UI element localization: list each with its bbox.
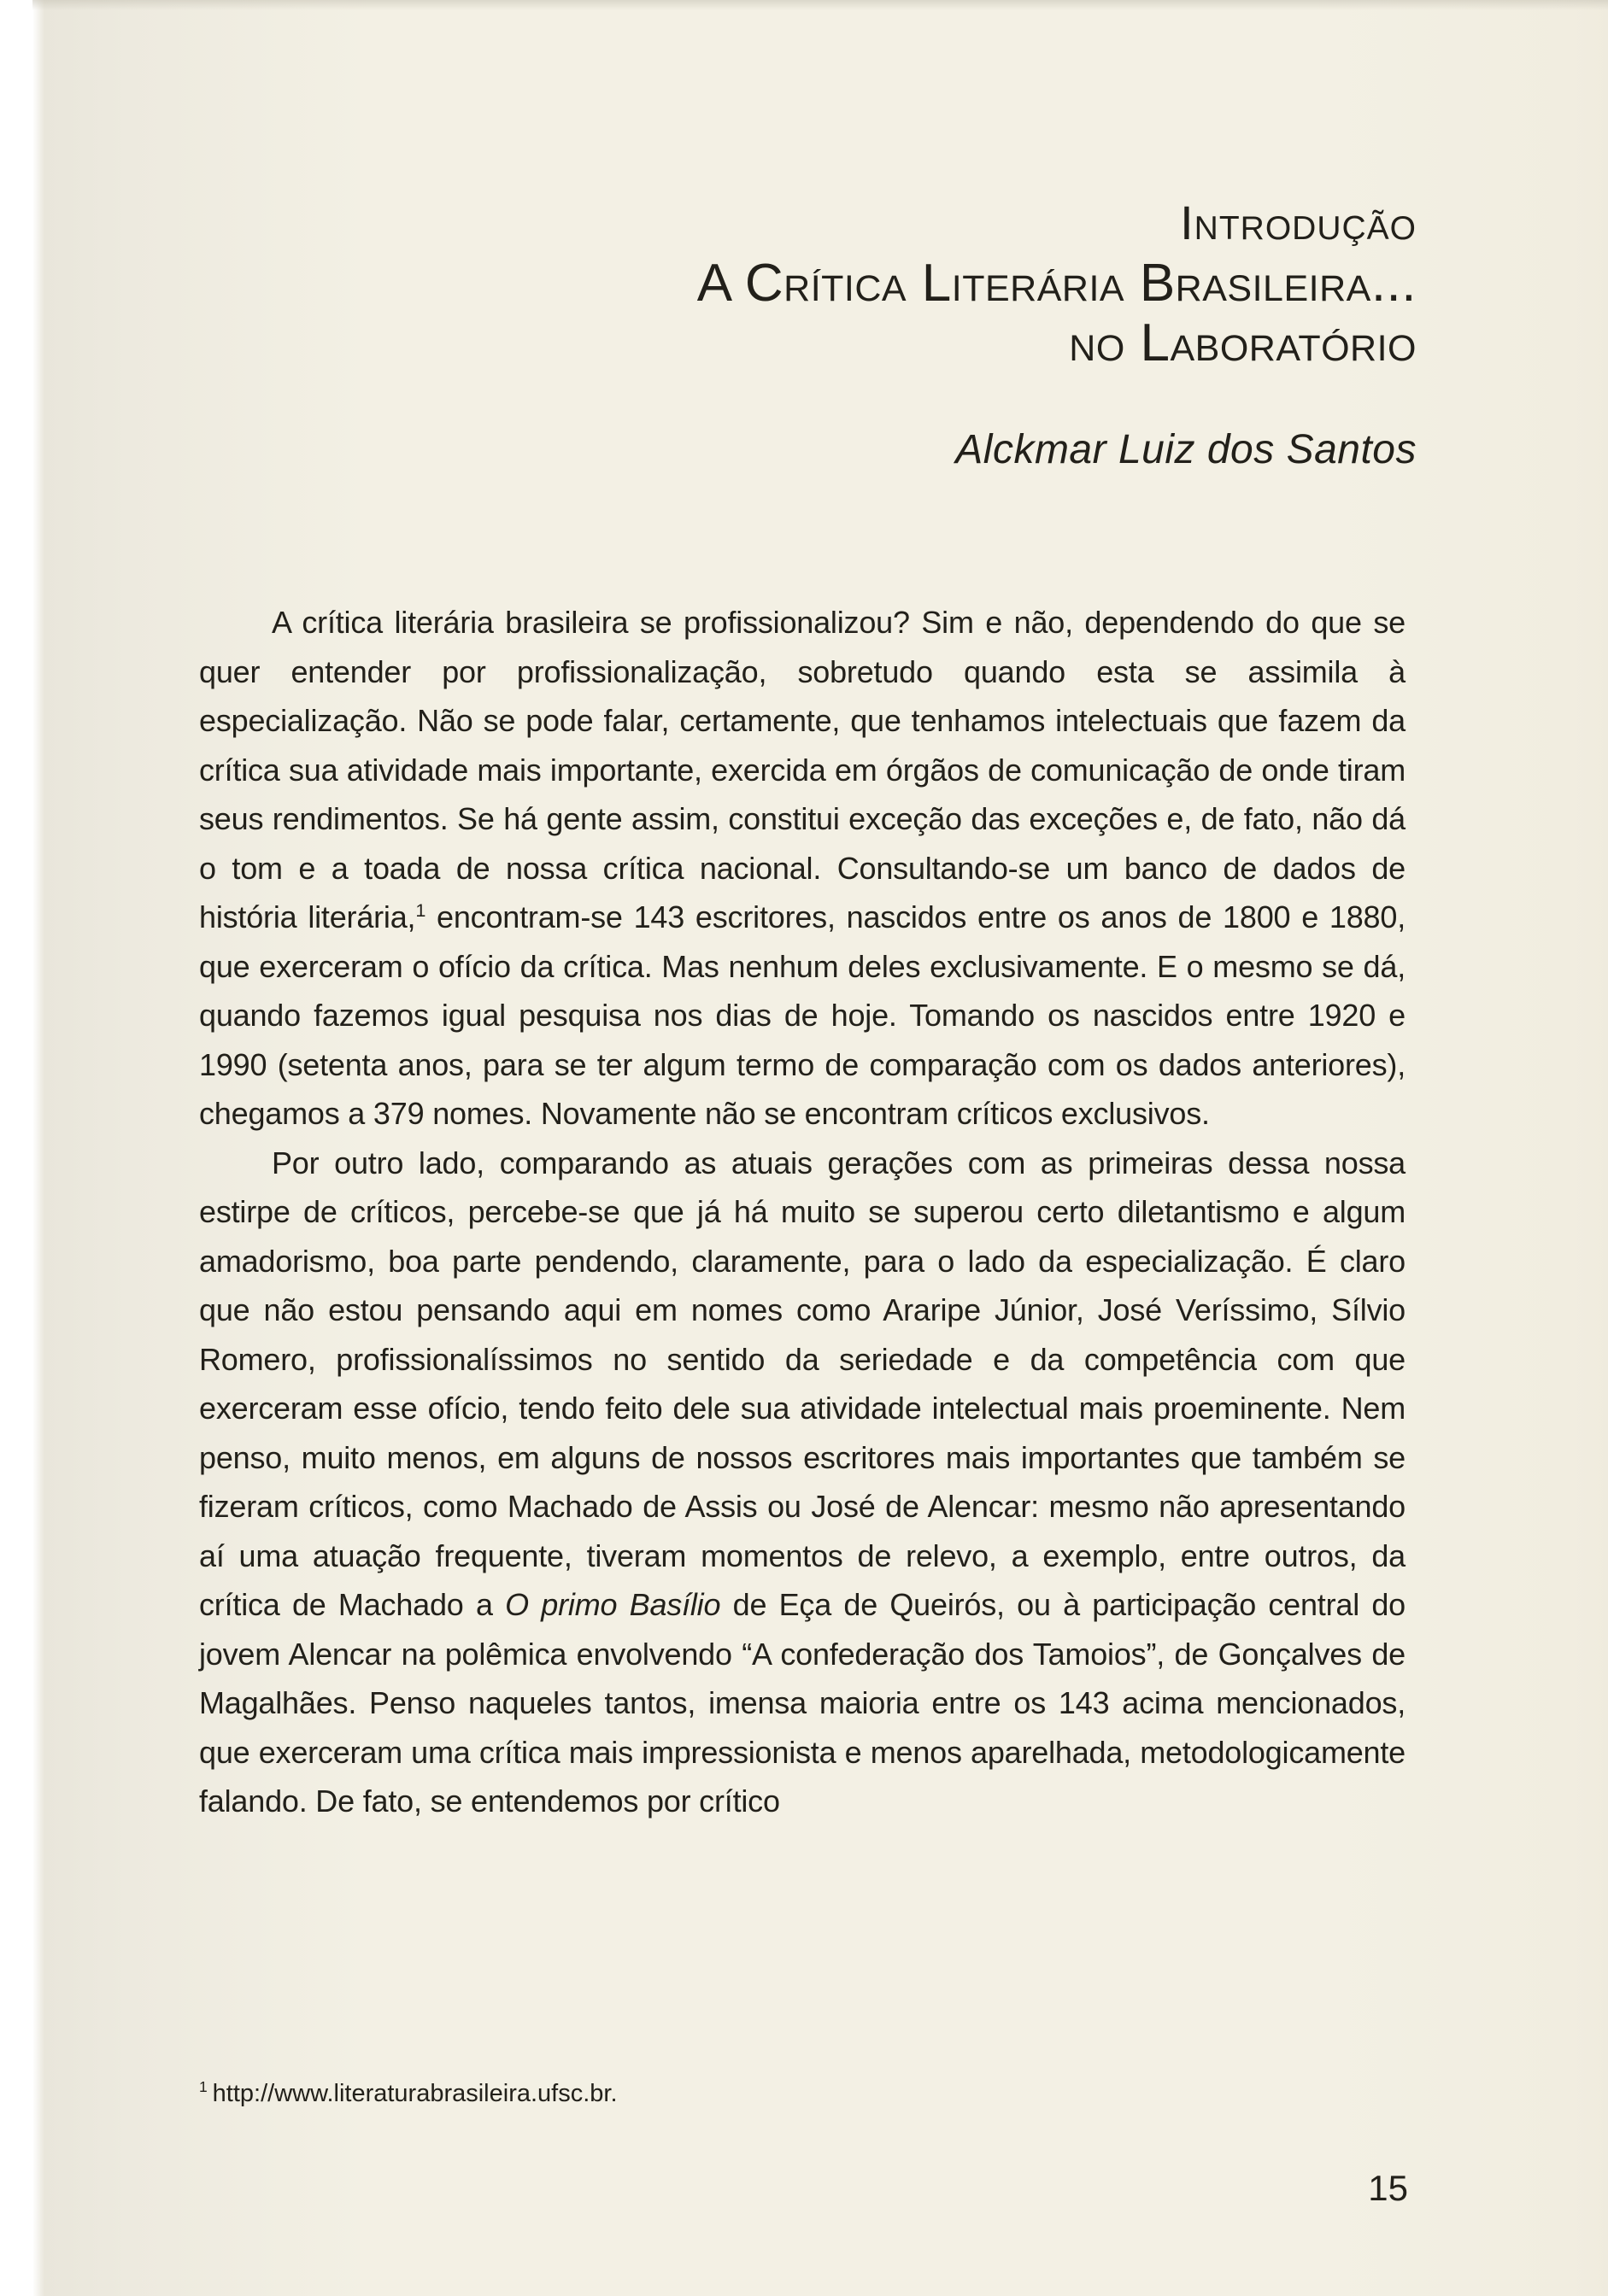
footnote-url: http://www.literaturabrasileira.ufsc.br. [212,2080,618,2107]
section-kicker: Introdução [1180,196,1417,249]
chapter-title-line-1: A Crítica Literária Brasileira... [696,254,1417,313]
footnote [199,2078,1406,2109]
paragraph-1: A crítica literária brasileira se profissionalizou? Sim e não, dependendo do que se quer entender por profissionalização, sobretudo quando esta se assimila à especialização. Não se pode falar, certamente, que tenhamos intelectuais que fazem da crítica sua atividade mais importante, exercida em órgãos de comunicação de onde tiram seus rendimentos. Se há gente assim, constitui exceção das exceções e, de fato, não dá o tom e a toada de nossa crítica nacional. Consultando-se um banco de dados de história literária,$^1$ encontram-se 143 escritores, nascidos entre os anos de 1800 e 1880, que exerceram o ofício da crítica. Mas nenhum deles exclusivamente. E o mesmo se dá, quando fazemos igual pesquisa nos dias de hoje. Tomando os nascidos entre 1920 e 1990 (setenta anos, para se ter algum termo de comparação com os dados anteriores), chegamos a 379 nomes. Novamente não se encontram críticos exclusivos. [199,605,1406,1131]
author-name: Alckmar Luiz dos Santos [955,427,1417,472]
page-number: 15 [1368,2168,1408,2208]
chapter-title [697,254,1417,373]
body-text [199,598,1406,1826]
chapter-title-line-2: no Laboratório [1069,313,1417,372]
paragraph-2: Por outro lado, comparando as atuais gerações com as primeiras dessa nossa estirpe de críticos, percebe-se que já há muito se superou certo diletantismo e algum amadorismo, boa parte pendendo, claramente, para o lado da especialização. É claro que não estou pensando aqui em nomes como Araripe Júnior, José Veríssimo, Sílvio Romero, profissionalíssimos no sentido da seriedade e da competência com que exerceram esse ofício, tendo feito dele sua atividade intelectual mais proeminente. Nem penso, muito menos, em alguns de nossos escritores mais importantes que também se fizeram críticos, como Machado de Assis ou José de Alencar: mesmo não apresentando aí uma atuação frequente, tiveram momentos de relevo, a exemplo, entre outros, da crítica de Machado a O primo Basílio de Eça de Queirós, ou à participação central do jovem Alencar na polêmica envolvendo “A confederação dos Tamoios”, de Gonçalves de Magalhães. Penso naqueles tantos, imensa maioria entre os 143 acima mencionados, que exerceram uma crítica mais impressionista e menos aparelhada, metodologicamente falando. De fato, se entendemos por crítico [199,1145,1406,1819]
footnote-marker: 1 [199,2078,208,2096]
